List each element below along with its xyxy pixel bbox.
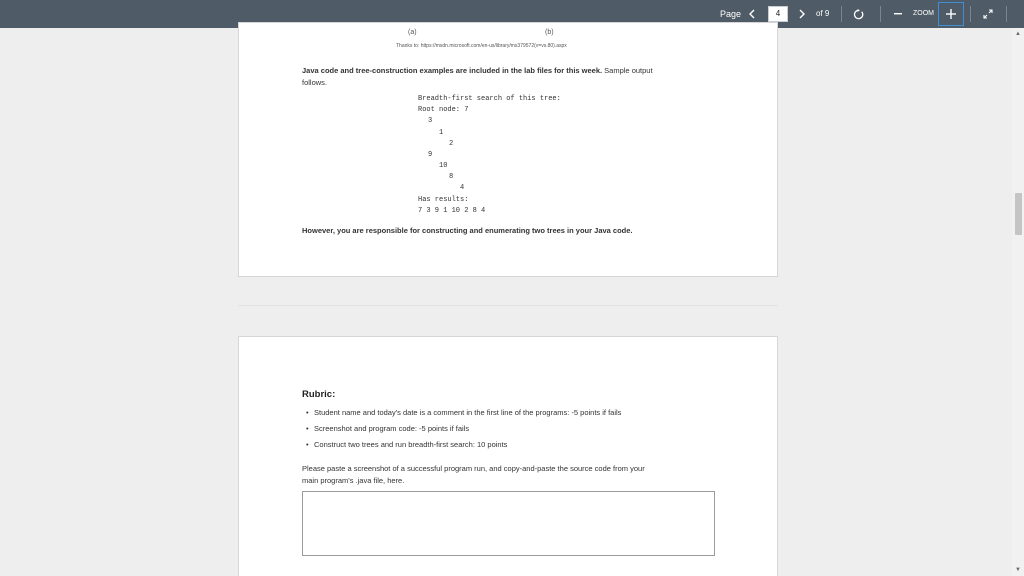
page-label: Page <box>720 9 742 19</box>
bullet-icon: • <box>306 408 309 417</box>
rubric-item <box>306 408 621 417</box>
answer-text-box[interactable] <box>302 491 715 556</box>
source-credit: Thanks to: https://msdn.microsoft.com/en-us/library/ms379572(v=vs.80).aspx <box>396 43 567 49</box>
toolbar-divider <box>970 6 971 22</box>
tree-node: 1 <box>439 129 444 137</box>
toolbar-divider <box>880 6 881 22</box>
intro-paragraph <box>302 65 653 77</box>
paste-instructions: Please paste a screenshot of a successful program run, and copy-and-paste the source code from your <box>302 464 645 473</box>
output-root-node: Root node: 7 <box>418 106 469 114</box>
bullet-icon: • <box>306 440 309 449</box>
rubric-item <box>306 424 469 433</box>
intro-bold-text: Java code and tree-construction examples are included in the lab files for this week. <box>302 66 603 75</box>
paste-instructions-line2: main program's .java file, here. <box>302 476 405 485</box>
expand-icon[interactable] <box>982 0 994 28</box>
tree-node: 8 <box>449 173 454 181</box>
rotate-icon[interactable] <box>851 0 865 28</box>
scrollbar-thumb[interactable] <box>1015 193 1022 235</box>
figure-caption-a: (a) <box>408 29 417 36</box>
zoom-out-icon[interactable] <box>893 0 903 28</box>
scroll-down-icon[interactable]: ▼ <box>1015 567 1021 573</box>
bullet-icon: • <box>306 424 309 433</box>
zoom-label: ZOOM <box>913 10 934 17</box>
tree-node: 4 <box>460 184 465 192</box>
toolbar-divider <box>841 6 842 22</box>
has-results-label: Has results: <box>418 196 469 204</box>
scroll-up-icon[interactable]: ▲ <box>1015 31 1021 37</box>
output-header: Breadth-first search of this tree: <box>418 95 561 103</box>
document-page-upper <box>238 22 778 277</box>
tree-node: 2 <box>449 140 454 148</box>
zoom-in-button[interactable] <box>938 2 964 26</box>
rubric-item-text: Student name and today's date is a comment in the first line of the programs: -5 points if fails <box>314 408 622 417</box>
closing-statement: However, you are responsible for constructing and enumerating two trees in your Java code. <box>302 226 633 235</box>
tree-node: 10 <box>439 162 448 170</box>
rubric-item <box>306 440 507 449</box>
intro-rest-text: Sample output <box>602 66 653 75</box>
tree-node: 9 <box>428 151 433 159</box>
toolbar-divider <box>1006 6 1007 22</box>
rubric-item-text: Construct two trees and run breadth-first search: 10 points <box>314 440 508 449</box>
figure-caption-b: (b) <box>545 29 554 36</box>
next-page-icon[interactable] <box>796 0 808 28</box>
plus-icon <box>946 9 956 19</box>
tree-node: 3 <box>428 117 433 125</box>
rubric-item-text: Screenshot and program code: -5 points if fails <box>314 424 470 433</box>
page-total: of 9 <box>816 9 830 18</box>
page-number-input[interactable]: 4 <box>768 6 788 22</box>
vertical-scrollbar[interactable] <box>1012 28 1024 576</box>
page-separator <box>238 305 778 306</box>
rubric-heading: Rubric: <box>302 389 336 400</box>
results-values: 7 3 9 1 10 2 8 4 <box>418 207 486 215</box>
intro-paragraph-line2: follows. <box>302 78 328 87</box>
